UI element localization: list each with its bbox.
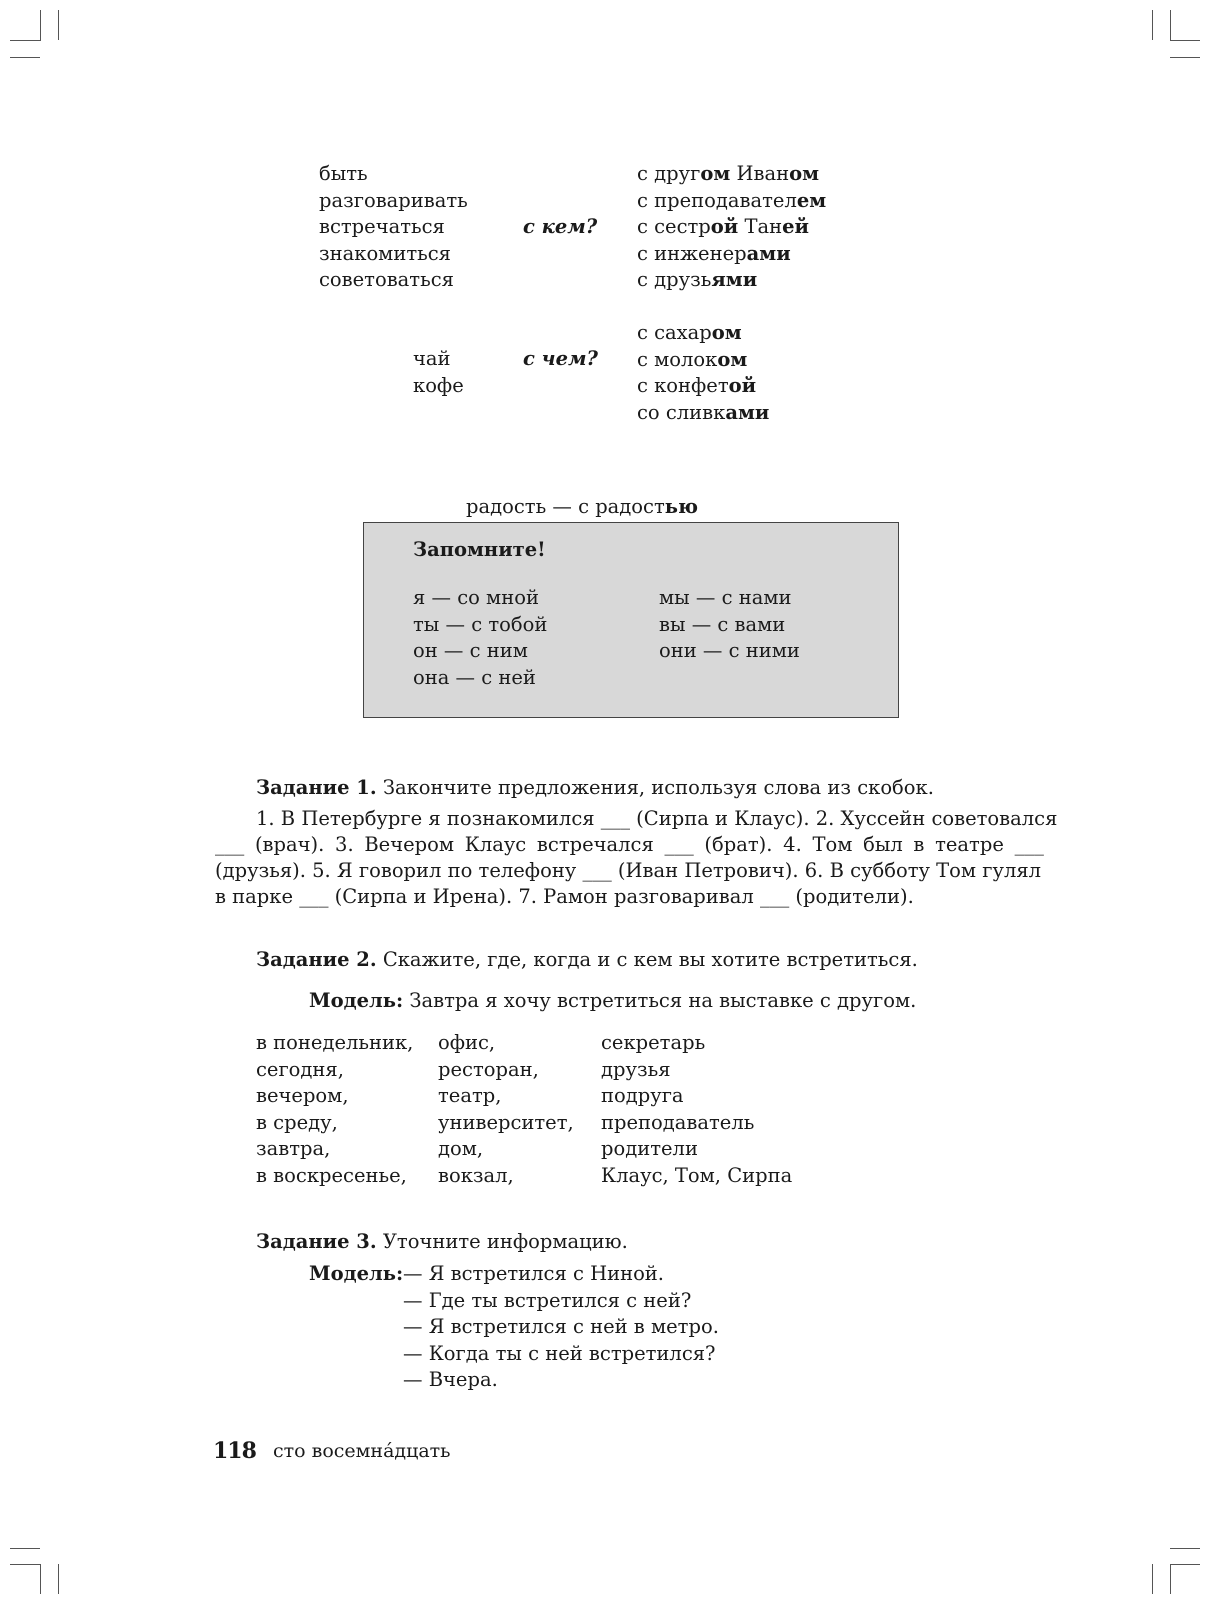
crop-mark [1170,57,1200,58]
answer-line [637,320,769,347]
crop-mark [58,1564,59,1594]
task1-line: в парке ___ (Сирпа и Ирена). 7. Рамон разговаривал ___ (родители). [215,885,914,908]
where-item: ресторан, [438,1057,539,1081]
crop-mark [1152,10,1153,40]
word-part: с преподавател [637,188,797,212]
whom-item: подруга [601,1084,684,1107]
verb: быть [319,162,368,185]
crop-mark [1170,10,1171,40]
verbs-list [319,161,468,294]
drinks-list [413,346,464,399]
whom-item: друзья [601,1057,671,1081]
task3-heading [256,1229,628,1256]
task1-line: (друзья). 5. Я говорил по телефону ___ (Иван Петрович). 6. В субботу Том гулял [215,859,1042,882]
answer-line [637,188,826,215]
task2-model-text: Завтра я хочу встретиться на выставке с другом. [403,989,917,1012]
question-with-whom: с кем? [523,215,598,238]
crop-mark [10,1548,40,1549]
when-item: в среду, [256,1110,338,1134]
answer-line [637,161,826,188]
word-part: с сахар [637,321,712,344]
page-number: 118 [213,1438,256,1464]
where-item: вокзал, [438,1163,514,1187]
dialogue-line: — Когда ты с ней встретился? [403,1341,716,1365]
verb: советоваться [319,268,454,291]
pronoun-pair: она — с ней [413,665,536,689]
crop-mark [58,10,59,40]
page-number-words: сто восемна́дцать [273,1440,451,1462]
word-part: с инженер [637,241,747,265]
whom-item: преподаватель [601,1110,755,1134]
when-column [256,1030,413,1189]
task1-instruction: Закончите предложения, используя слова из скобок. [376,776,934,799]
ending-bold: ом [789,162,820,185]
ending-bold: ой [710,215,739,238]
crop-mark [1170,1564,1200,1565]
word-part: с друзь [637,268,712,291]
drinks-answers [637,320,769,426]
when-item: в воскресенье, [256,1163,407,1187]
verb: встречаться [319,215,445,238]
crop-mark [1152,1564,1153,1594]
drink: чай [413,347,451,370]
ending-bold: ой [728,374,757,397]
word-part: радость — с радост [466,495,665,518]
crop-mark [10,40,41,41]
ending-bold: ом [700,162,731,185]
where-item: университет, [438,1110,574,1134]
ending-bold: ом [711,321,742,344]
crop-mark [1170,1564,1171,1594]
answer-line [637,373,769,400]
crop-mark [1170,1548,1200,1549]
answer-line [637,267,826,294]
task1-line: 1. В Петербурге я познакомился ___ (Сирпа и Клаус). 2. Хуссейн советовался [256,807,1058,830]
where-item: дом, [438,1137,484,1160]
whom-item: родители [601,1137,698,1160]
crop-mark [40,10,41,40]
answer-line [637,214,826,241]
task2-model [309,988,916,1015]
drink: кофе [413,373,464,397]
pronoun-pair: он — с ним [413,639,528,662]
whom-column [601,1030,792,1189]
feeling-line [466,494,698,521]
pronoun-pair: они — с ними [659,639,800,662]
word-part: с молок [637,347,718,371]
answer-line [637,400,769,427]
task2-model-label: Модель: [309,989,404,1012]
word-part: Иван [730,162,790,185]
pronoun-pair: ты — с тобой [413,612,548,636]
word-part: с конфет [637,374,729,397]
task1-label: Задание 1. [256,776,377,799]
task3-model-label: Модель: [309,1262,404,1285]
where-item: театр, [438,1084,502,1107]
dialogue-line: — Вчера. [403,1368,498,1391]
question-with-what: с чем? [523,347,598,370]
ending-bold: ем [796,188,827,212]
word-part: с друг [637,162,701,185]
when-item: сегодня, [256,1057,344,1081]
when-item: в понедельник, [256,1031,414,1054]
verbs-answers [637,161,826,294]
ending-bold: ами [746,241,791,265]
ending-bold: ом [717,347,748,371]
ending-bold: ами [725,400,770,424]
task1-line: ___ (врач). 3. Вечером Клаус встречался ___ (брат). 4. Том был в театре ___ [215,833,1044,856]
where-item: офис, [438,1031,496,1054]
answer-line [637,241,826,268]
whom-item: Клаус, Том, Сирпа [601,1163,793,1187]
word-part: со сливк [637,400,726,424]
crop-mark [40,1564,41,1594]
task2-instruction: Скажите, где, когда и с кем вы хотите встретиться. [376,948,918,971]
crop-mark [1170,40,1200,41]
ending-bold: ями [711,268,758,291]
word-part: Тан [738,215,783,238]
whom-item: секретарь [601,1031,706,1054]
pronoun-pair: мы — с нами [659,586,792,609]
dialogue-line: — Я встретился с Ниной. [403,1262,665,1285]
ending-bold: ей [782,215,809,238]
pronouns-right [659,585,800,665]
pronoun-pair: вы — с вами [659,612,786,636]
task2-label: Задание 2. [256,948,377,971]
dialogue-line: — Я встретился с ней в метро. [403,1315,719,1338]
crop-mark [10,57,40,58]
verb: разговаривать [319,188,468,212]
where-column [438,1030,574,1189]
word-part: с сестр [637,215,711,238]
when-item: завтра, [256,1137,331,1160]
task2-heading [256,947,918,974]
remember-title: Запомните! [413,538,546,561]
answer-line [637,347,769,374]
pronoun-pair: я — со мной [413,586,539,609]
dialogue-line: — Где ты встретился с ней? [403,1288,692,1312]
crop-mark [10,1564,41,1565]
verb: знакомиться [319,241,451,265]
pronouns-left [413,585,547,691]
task1-heading [256,775,934,802]
task3-dialogue [403,1261,719,1394]
when-item: вечером, [256,1084,349,1107]
task3-instruction: Уточните информацию. [376,1230,628,1253]
ending-bold: ью [664,495,698,518]
task3-label: Задание 3. [256,1230,377,1253]
